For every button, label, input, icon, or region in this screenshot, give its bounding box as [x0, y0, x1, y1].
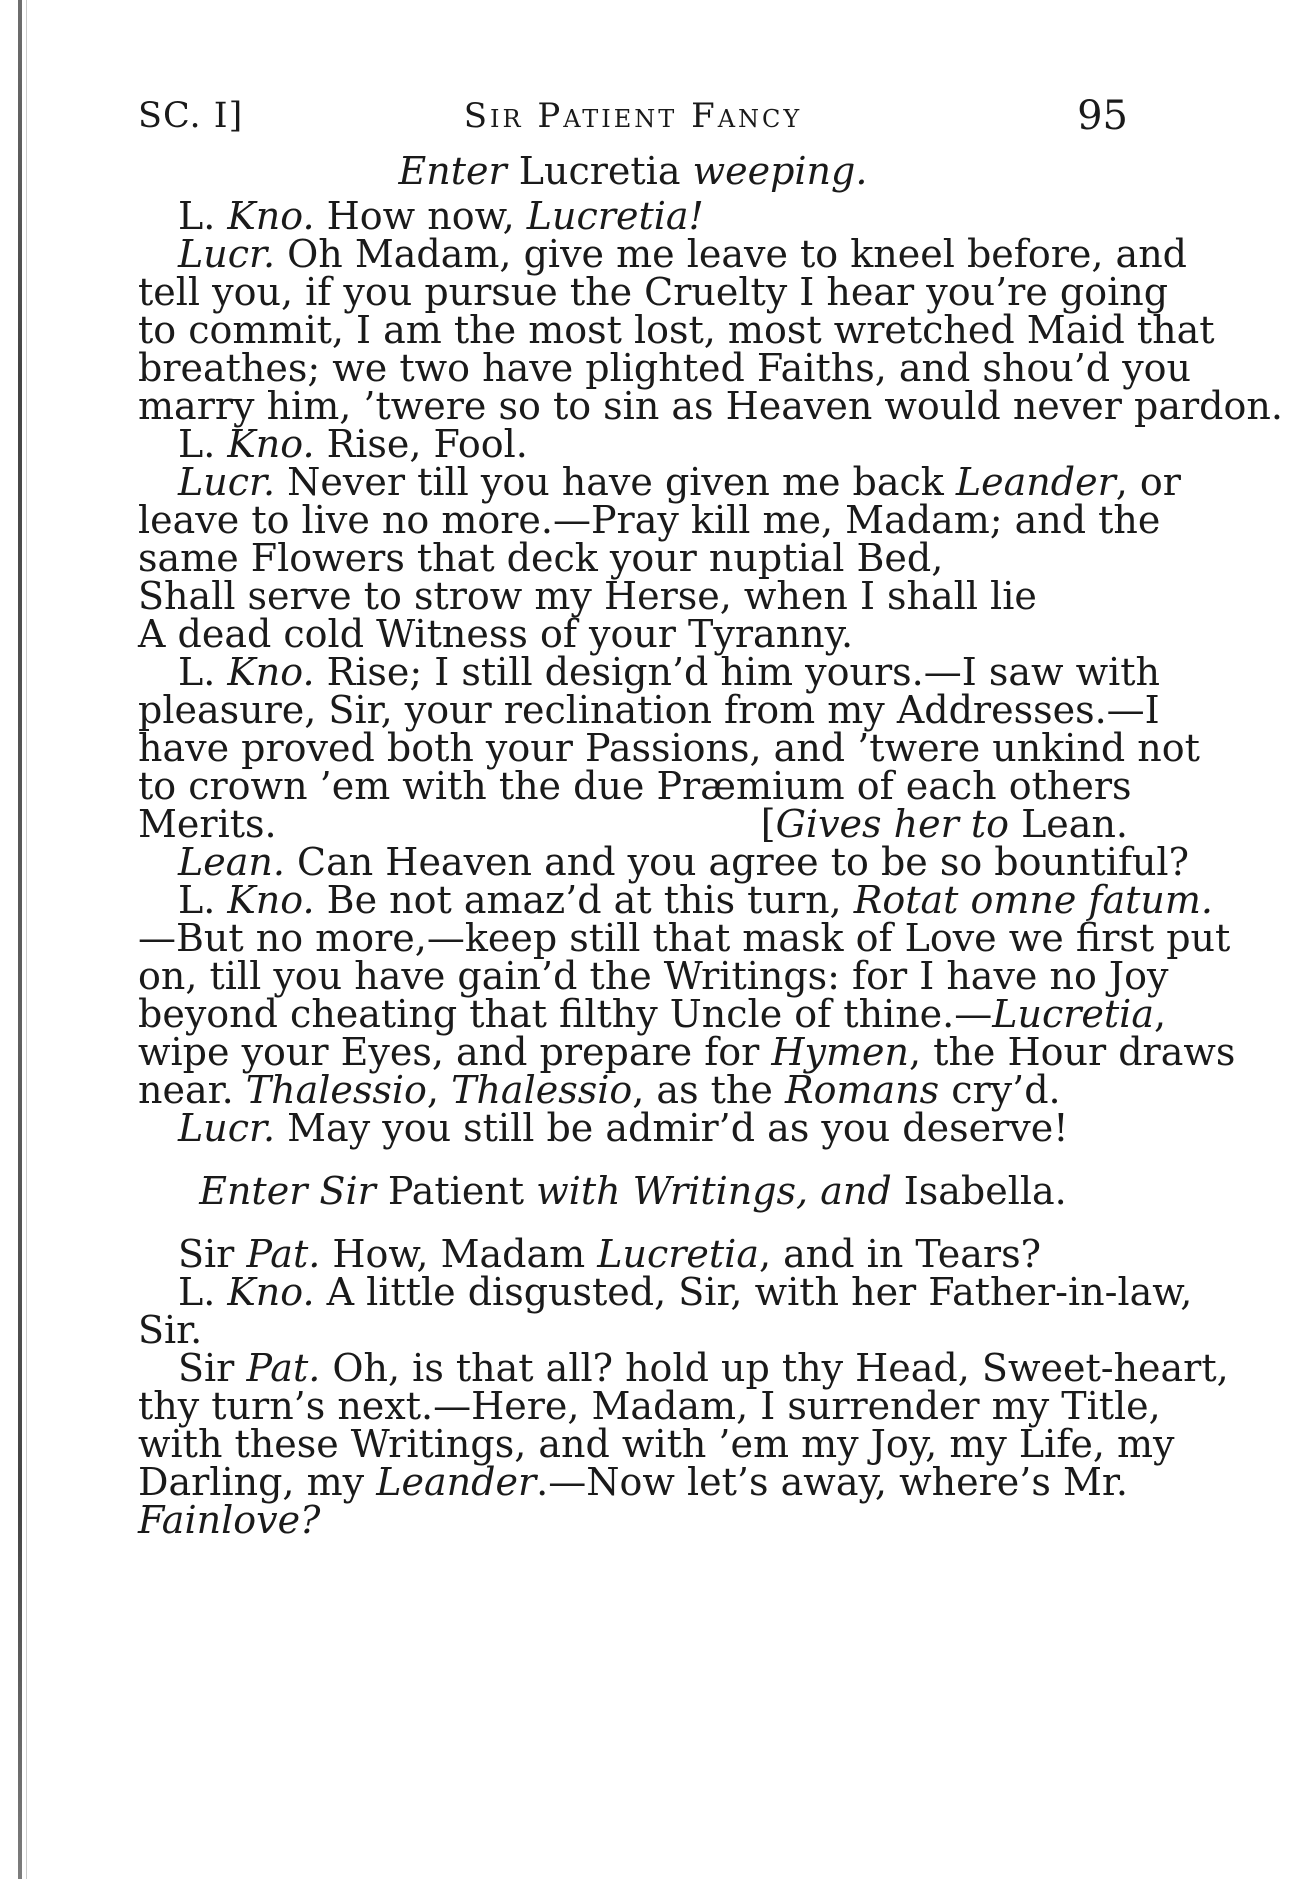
speech-line: marry him, ’twere so to sin as Heaven would never pardon. — [138, 384, 1283, 428]
speech-text: How now, — [314, 194, 527, 238]
binding-edge — [18, 0, 22, 1879]
speaker-prefix: L. — [178, 1270, 228, 1314]
character-name: Lean. — [1008, 802, 1128, 846]
speech-text: , — [426, 1068, 452, 1112]
speech-line: on, till you have gain’d the Writings: for I have no Joy — [138, 954, 1169, 998]
speaker-name: Pat. — [246, 1232, 321, 1276]
speech-line: pleasure, Sir, your reclination from my Addresses.—I — [138, 688, 1160, 732]
speech-text: Rise, Fool. — [314, 422, 528, 466]
speech-italic: Lucretia — [597, 1232, 759, 1276]
sd-text: Enter Sir — [199, 1169, 376, 1213]
speech-text: Oh Madam, give me leave to kneel before, and — [275, 232, 1187, 276]
binding-shadow — [26, 0, 27, 1879]
verse-line: Shall serve to strow my Herse, when I shall lie — [138, 574, 1037, 618]
speaker-prefix: Sir — [178, 1232, 247, 1276]
speech-line: —But no more,—keep still that mask of Love we first put — [138, 916, 1231, 960]
speech-line: to crown ’em with the due Præmium of each others — [138, 764, 1132, 808]
scene-label: SC. I] — [138, 96, 244, 136]
speech-text: May you still be admir’d as you deserve! — [275, 1106, 1069, 1150]
speech-text: Never till you have given me back — [275, 460, 956, 504]
speech-italic: Thalessio — [451, 1068, 633, 1112]
speaker-name: Kno. — [227, 194, 315, 238]
speech-text: cry’d. — [939, 1068, 1061, 1112]
speech-italic: Lucretia! — [526, 194, 704, 238]
speech-text: , and in Tears? — [758, 1232, 1041, 1276]
speech-text: Oh, is that all? hold up thy Head, Sweet-heart, — [320, 1346, 1229, 1390]
speech-text: Rise; I still design’d him yours.—I saw with — [314, 650, 1161, 694]
speech-line — [138, 1105, 1128, 1151]
speech-line: have proved both your Passions, and ’twere unkind not — [138, 726, 1200, 770]
speaker-prefix: L. — [178, 650, 228, 694]
speaker-name: Kno. — [227, 650, 315, 694]
character-name: Lucretia — [506, 149, 693, 193]
speech-italic: Hymen — [771, 1030, 910, 1074]
speech-text: Be not amaz’d at this turn, — [314, 878, 854, 922]
stage-direction — [138, 1168, 1128, 1214]
speech-line: Sir. — [138, 1308, 203, 1352]
speech-text: beyond cheating that filthy Uncle of thine.— — [138, 992, 993, 1036]
running-header — [138, 93, 1128, 139]
speaker-name: Kno. — [227, 1270, 315, 1314]
speech-text: near. — [138, 1068, 246, 1112]
speech-italic: Romans — [784, 1068, 940, 1112]
speech-italic: Leander — [376, 1460, 537, 1504]
speech-text: How, Madam — [320, 1232, 598, 1276]
sd-text: Enter — [398, 149, 507, 193]
speaker-name: Kno. — [227, 878, 315, 922]
speech-italic: Lucretia — [992, 992, 1154, 1036]
speech-line: with these Writings, and with ’em my Joy, my Life, my — [138, 1422, 1175, 1466]
speaker-name: Lucr. — [178, 460, 276, 504]
speech-text: .—Now let’s away, where’s Mr. — [536, 1460, 1128, 1504]
sd-text: with Writings, and — [536, 1169, 892, 1213]
character-name: Patient — [375, 1169, 537, 1213]
comma: , — [1153, 992, 1167, 1036]
character-name: Isabella. — [891, 1169, 1067, 1213]
speech-text: , the Hour draws — [909, 1030, 1236, 1074]
speaker-prefix: L. — [178, 194, 228, 238]
speech-text: Can Heaven and you agree to be so bountiful? — [284, 840, 1189, 884]
speech-text: wipe your Eyes, and prepare for — [138, 1030, 772, 1074]
speech-italic: Leander — [955, 460, 1116, 504]
verse-line: same Flowers that deck your nuptial Bed, — [138, 536, 944, 580]
sd-text: Gives her to — [775, 802, 1009, 846]
stage-direction — [138, 148, 1128, 194]
speech-italic: Thalessio — [245, 1068, 427, 1112]
speaker-name: Lucr. — [178, 232, 276, 276]
speech-text: , or — [1115, 460, 1181, 504]
speech-line: tell you, if you pursue the Cruelty I hear you’re going — [138, 270, 1169, 314]
speech-text: Merits. — [138, 802, 277, 846]
bracket: [ — [760, 802, 776, 846]
speech-text: Darling, my — [138, 1460, 377, 1504]
speech-line: leave to live no more.—Pray kill me, Madam; and the — [138, 498, 1161, 542]
speaker-name: Pat. — [246, 1346, 321, 1390]
speech-line: thy turn’s next.—Here, Madam, I surrender my Title, — [138, 1384, 1161, 1428]
speaker-name: Kno. — [227, 422, 315, 466]
page-number: 95 — [1077, 93, 1128, 139]
verse-line: A dead cold Witness of your Tyranny. — [138, 612, 854, 656]
speech-line: to commit, I am the most lost, most wretched Maid that — [138, 308, 1215, 352]
speech-text: , as the — [632, 1068, 785, 1112]
running-title: Sir Patient Fancy — [463, 96, 803, 136]
speech-italic: Fainlove? — [138, 1498, 321, 1542]
speech-text: A little disgusted, Sir, with her Father-in-law, — [314, 1270, 1193, 1314]
speech-line — [138, 1497, 1128, 1543]
speaker-name: Lean. — [178, 840, 285, 884]
speaker-prefix: Sir — [178, 1346, 247, 1390]
speaker-name: Lucr. — [178, 1106, 276, 1150]
speaker-prefix: L. — [178, 422, 228, 466]
speaker-prefix: L. — [178, 878, 228, 922]
speech-italic: Rotat omne fatum. — [853, 878, 1214, 922]
sd-text: weeping. — [692, 149, 868, 193]
speech-line: breathes; we two have plighted Faiths, and shou’d you — [138, 346, 1192, 390]
